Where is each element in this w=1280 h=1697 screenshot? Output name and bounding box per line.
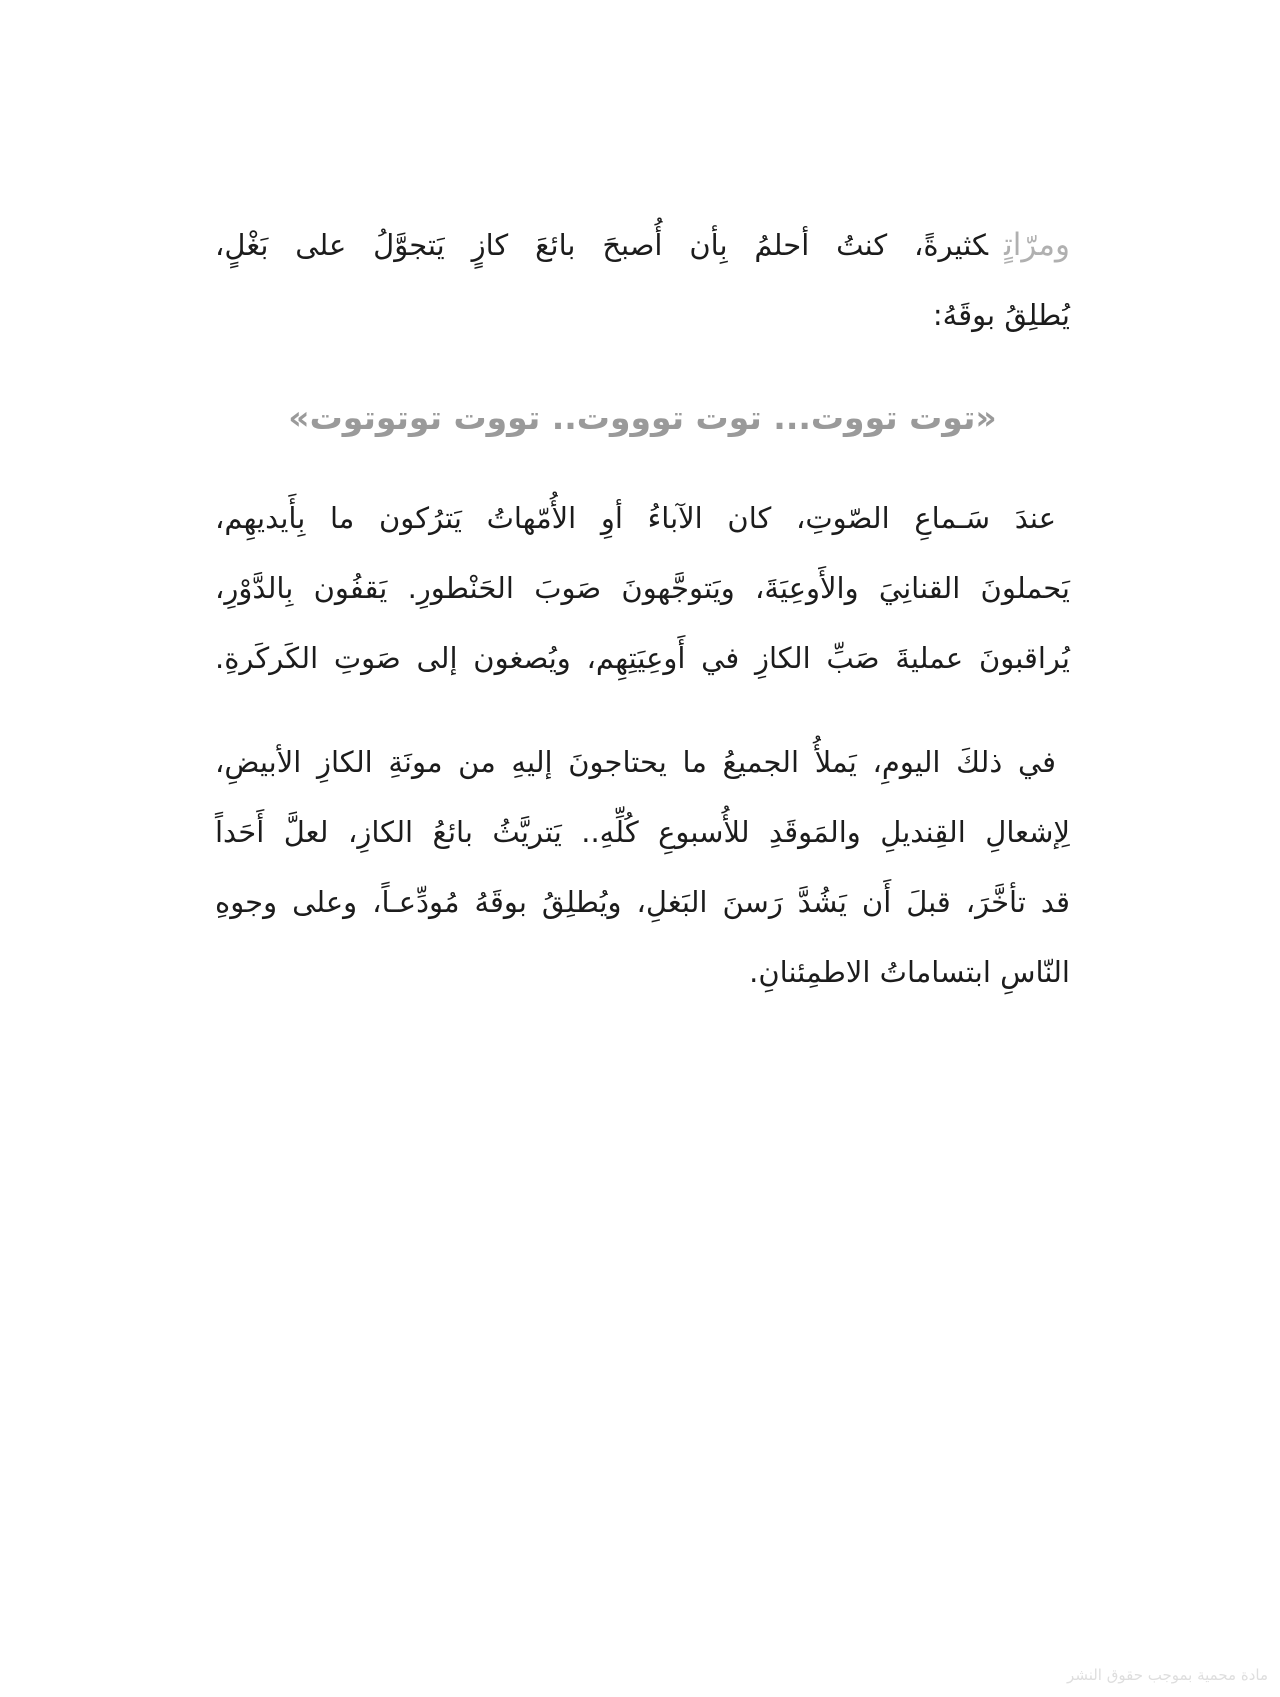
paragraph-line: لِإشعالِ القِنديلِ والمَوقَدِ للأُسبوعِ كُلِّهِ.. يَتريَّثُ بائعُ الكازِ، لعلَّ أَحَداً [215, 815, 1070, 849]
copyright-watermark: مادة محمية بموجب حقوق النشر [1067, 1666, 1268, 1684]
paragraph-filling-day [215, 727, 1070, 1007]
paragraph-line [215, 210, 1070, 280]
paragraph-line: يَحملونَ القنانِيَ والأَوعِيَةَ، ويَتوجَّهونَ صَوبَ الحَنْطورِ. يَقفُون بِالدَّوْرِ، [215, 571, 1070, 605]
text-block [215, 0, 1070, 1007]
paragraph-gathering [215, 483, 1070, 693]
paragraph-line: عندَ سَـماعِ الصّوتِ، كان الآباءُ أوِ الأُمّهاتُ يَترُكون ما بِأَيديهِم، [215, 501, 1056, 535]
opening-word: ومرّاتٍ [1004, 227, 1070, 263]
paragraph-line: يُراقبونَ عمليةَ صَبِّ الكازِ في أَوعِيَتِهِم، ويُصغون إلى صَوتِ الكَركَرةِ. [215, 641, 1070, 675]
paragraph-text: كثيرةً، كنتُ أحلمُ بِأن أُصبحَ بائعَ كازٍ يَتجوَّلُ على بَغْلٍ، [215, 228, 989, 262]
paragraph-line: يُطلِقُ بوقَهُ: [932, 298, 1070, 332]
horn-sound-quote: «توت تووت... توت توووت.. تووت توتوتوت» [288, 398, 997, 437]
paragraph-line: قد تأخَّرَ، قبلَ أَن يَشُدَّ رَسنَ البَغلِ، ويُطلِقُ بوقَهُ مُودِّعـاً، وعلى وجوهِ [215, 885, 1070, 919]
paragraph-line: في ذلكَ اليومِ، يَملأُ الجميعُ ما يحتاجونَ إليهِ من مونَةِ الكازِ الأبيضِ، [215, 745, 1056, 779]
paragraph-line: النّاسِ ابتساماتُ الاطمِئنانِ. [749, 955, 1070, 989]
paragraph-dream [215, 210, 1070, 350]
